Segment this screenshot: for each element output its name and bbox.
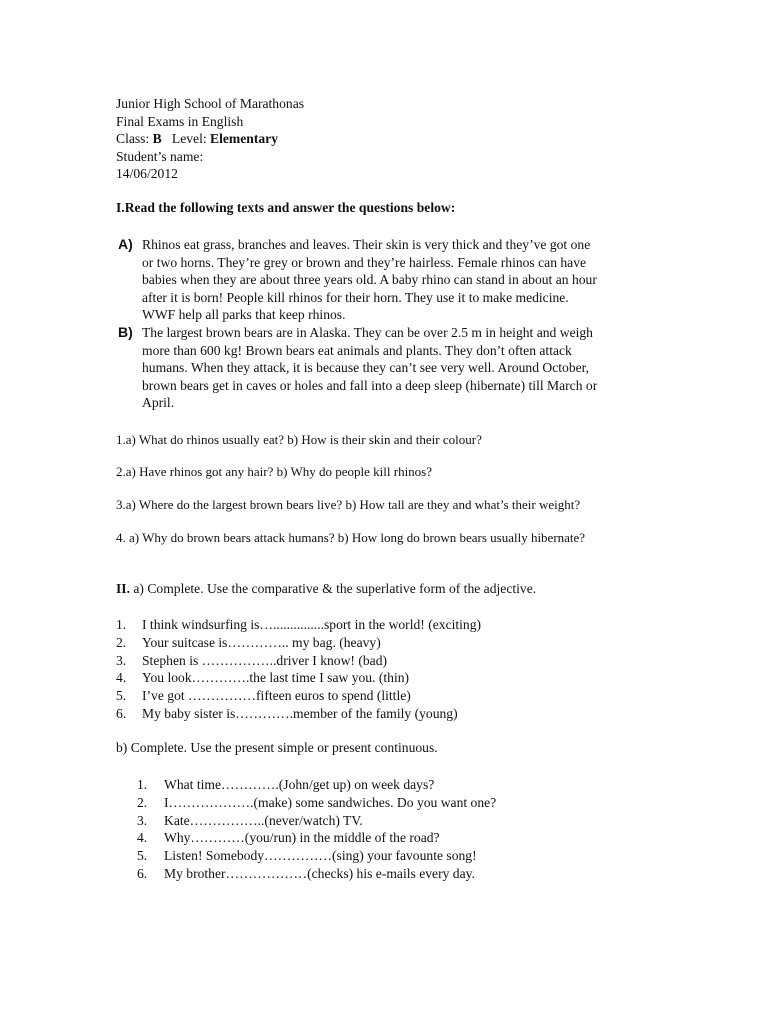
- list-item: 2. Your suitcase is………….. my bag. (heavy): [116, 634, 381, 650]
- level-label: Level:: [171, 131, 211, 147]
- text-b-body: [142, 324, 656, 412]
- section-2-instruction: a) Complete. Use the comparative & the superlative form of the adjective.: [129, 581, 537, 596]
- list-item: 3. Stephen is ……………..driver I know! (bad): [116, 652, 388, 668]
- text-a-line: WWF help all parks that keep rhinos.: [142, 307, 346, 323]
- list-item: 4. You look………….the last time I saw you. (thin): [116, 670, 410, 686]
- text-b-line: brown bears get in caves or holes and fall into a deep sleep (hibernate) till March or: [142, 377, 598, 393]
- section-2-number: II.: [116, 581, 130, 596]
- list-item: 2. I……………….(make) some sandwiches. Do you want one?: [137, 794, 497, 810]
- text-b-line: more than 600 kg! Brown bears eat animals and plants. They don’t often attack: [142, 342, 572, 358]
- list-item: 1. I think windsurfing is…...............sport in the world! (exciting): [116, 617, 482, 632]
- class-value: B: [152, 131, 162, 147]
- text-b-label: B): [118, 324, 133, 340]
- student-name-line: Student’s name:: [116, 148, 204, 164]
- text-b: [116, 324, 656, 412]
- text-b-line: humans. When they attack, it is because they can’t see very well. Around October,: [142, 360, 590, 376]
- list-item: 1. What time………….(John/get up) on week days?: [137, 777, 435, 792]
- exam-title: Final Exams in English: [116, 113, 244, 129]
- text-a-body: [142, 236, 656, 324]
- exam-header: [116, 95, 304, 183]
- question-2: 2.a) Have rhinos got any hair? b) Why do people kill rhinos?: [116, 464, 433, 479]
- tense-exercise-list: [137, 776, 496, 883]
- text-a-label: A): [118, 236, 133, 252]
- text-a-line: or two horns. They’re grey or brown and they’re hairless. Female rhinos can have: [142, 254, 587, 270]
- text-a-line: babies when they are about three years old. A baby rhino can stand in about an hour: [142, 272, 597, 288]
- level-value: Elementary: [210, 131, 278, 147]
- comparative-exercise-list: [116, 616, 481, 723]
- list-item: 5. Listen! Somebody……………(sing) your favounte song!: [137, 848, 477, 864]
- text-a: [116, 236, 656, 324]
- list-item: 6. My baby sister is………….member of the family (young): [116, 705, 458, 721]
- question-4: 4. a) Why do brown bears attack humans? b) How long do brown bears usually hibernate?: [116, 530, 586, 545]
- section-1-title: I.Read the following texts and answer the questions below:: [116, 200, 456, 215]
- text-a-line: Rhinos eat grass, branches and leaves. Their skin is very thick and they’ve got one: [142, 237, 591, 252]
- question-1: 1.a) What do rhinos usually eat? b) How is their skin and their colour?: [116, 432, 482, 447]
- text-b-line: April.: [142, 395, 175, 411]
- section-2-title: [116, 581, 536, 597]
- list-item: 3. Kate……………..(never/watch) TV.: [137, 812, 363, 828]
- exam-date: 14/06/2012: [116, 166, 178, 182]
- list-item: 6. My brother………………(checks) his e-mails every day.: [137, 865, 475, 881]
- class-level-line: [116, 130, 304, 148]
- class-label: Class:: [116, 131, 153, 147]
- section-2b-title: b) Complete. Use the present simple or present continuous.: [116, 740, 438, 755]
- text-b-line: The largest brown bears are in Alaska. They can be over 2.5 m in height and weigh: [142, 325, 593, 340]
- text-a-line: after it is born! People kill rhinos for their horn. They use it to make medicine.: [142, 289, 569, 305]
- question-3: 3.a) Where do the largest brown bears live? b) How tall are they and what’s their weight?: [116, 497, 581, 512]
- list-item: 4. Why…………(you/run) in the middle of the road?: [137, 830, 440, 846]
- list-item: 5. I’ve got ……………fifteen euros to spend (little): [116, 688, 411, 704]
- school-name: Junior High School of Marathonas: [116, 96, 305, 111]
